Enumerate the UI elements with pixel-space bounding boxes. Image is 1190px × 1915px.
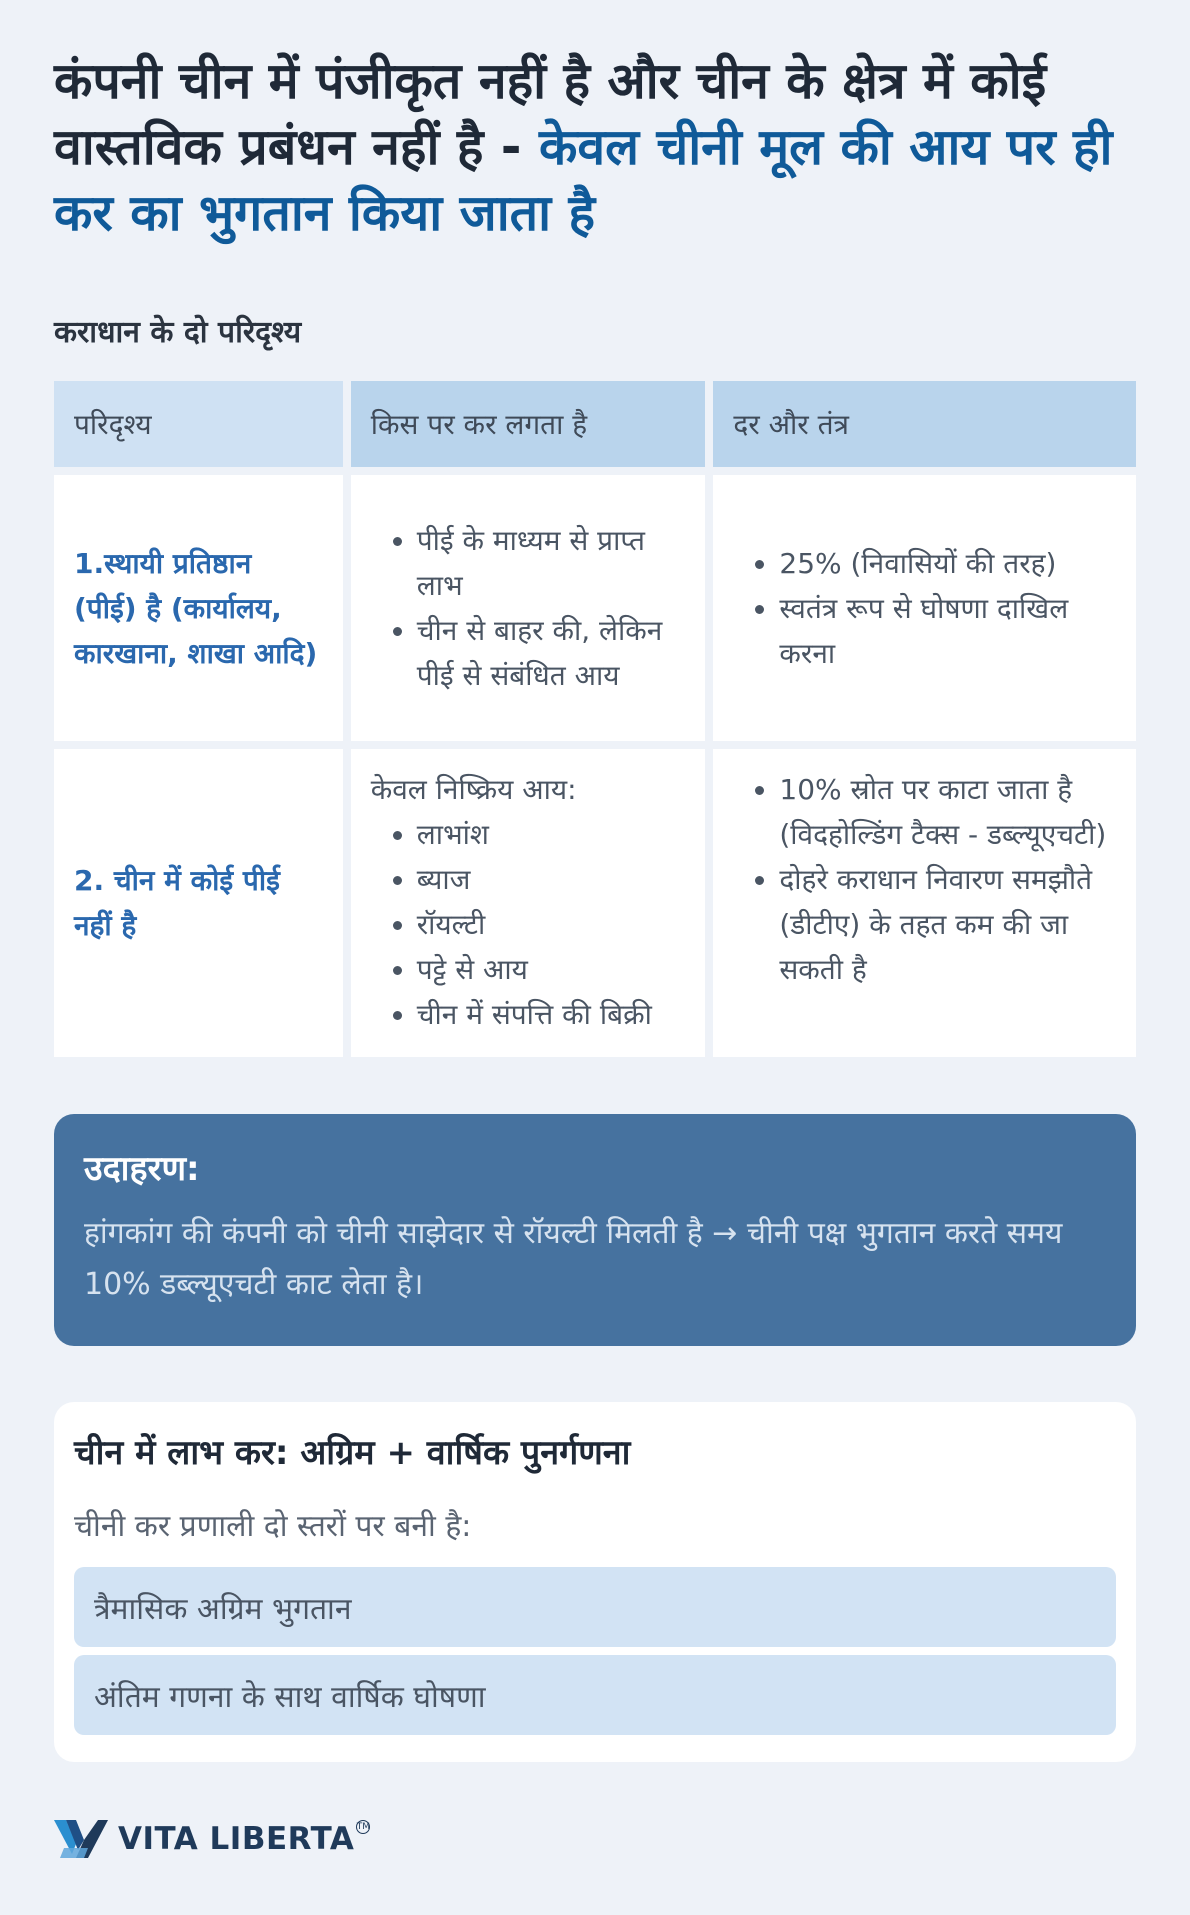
- list-item: • पीई के माध्यम से प्राप्त लाभ: [417, 518, 686, 608]
- profit-tax-title: चीन में लाभ कर: अग्रिम + वार्षिक पुनर्गणना: [74, 1433, 631, 1473]
- list-item: • 10% स्रोत पर काटा जाता है (विदहोल्डिंग टैक्स - डब्ल्यूएचटी): [779, 767, 1116, 857]
- taxed-on-intro: केवल निष्क्रिय आय:: [370, 773, 577, 806]
- taxed-on-list: [371, 518, 686, 698]
- list-item: • लाभांश: [417, 812, 686, 857]
- table-row: [54, 475, 1136, 741]
- list-item: • ब्याज: [417, 857, 686, 902]
- step-annual-declaration: अंतिम गणना के साथ वार्षिक घोषणा: [74, 1655, 1116, 1735]
- taxation-table: [46, 373, 1144, 1065]
- scenario-cell: 1.स्थायी प्रतिष्ठान (पीई) है (कार्यालय, कारखाना, शाखा आदि): [54, 475, 343, 741]
- list-item: • 25% (निवासियों की तरह): [779, 541, 1116, 586]
- column-header-rate: दर और तंत्र: [713, 381, 1136, 467]
- example-box: [54, 1114, 1136, 1346]
- title-main: कंपनी चीन में पंजीकृत नहीं है और चीन के क्षेत्र में कोई वास्तविक प्रबंधन नहीं है -: [54, 52, 1047, 176]
- list-item: • चीन में संपत्ति की बिक्री: [417, 992, 686, 1037]
- table-header-row: [54, 381, 1136, 467]
- step-quarterly-advance: त्रैमासिक अग्रिम भुगतान: [74, 1567, 1116, 1647]
- taxed-on-cell: [351, 749, 706, 1057]
- table-row: [54, 749, 1136, 1057]
- taxed-on-cell: [351, 475, 706, 741]
- rate-list: [733, 541, 1116, 676]
- brand-name: VITA LIBERTA: [118, 1821, 355, 1857]
- taxed-on-list: [371, 812, 686, 1037]
- profit-tax-card: [54, 1402, 1136, 1762]
- brand-logo: [54, 1818, 370, 1860]
- column-header-scenario: परिदृश्य: [54, 381, 343, 467]
- rate-cell: [713, 749, 1136, 1057]
- profit-tax-subtitle: चीनी कर प्रणाली दो स्तरों पर बनी है:: [74, 1509, 472, 1544]
- list-item: • रॉयल्टी: [417, 902, 686, 947]
- page-title: [54, 48, 1136, 246]
- title-accent: केवल चीनी मूल की आय पर ही कर का भुगतान किया जाता है: [54, 118, 1113, 242]
- list-item: • स्वतंत्र रूप से घोषणा दाखिल करना: [779, 586, 1116, 676]
- list-item: • दोहरे कराधान निवारण समझौते (डीटीए) के तहत कम की जा सकती है: [779, 857, 1116, 992]
- example-title: उदाहरण:: [84, 1149, 200, 1189]
- trademark-badge: TM: [356, 1822, 370, 1832]
- section-title: कराधान के दो परिदृश्य: [54, 315, 302, 350]
- rate-cell: [713, 475, 1136, 741]
- example-text: हांगकांग की कंपनी को चीनी साझेदार से रॉयल्टी मिलती है → चीनी पक्ष भुगतान करते समय 10% डब्ल्यूएचटी काट लेता है।: [84, 1216, 1063, 1302]
- list-item: • पट्टे से आय: [417, 947, 686, 992]
- column-header-taxed-on: किस पर कर लगता है: [351, 381, 706, 467]
- vita-liberta-logo-icon: [54, 1818, 108, 1860]
- list-item: • चीन से बाहर की, लेकिन पीई से संबंधित आय: [417, 608, 686, 698]
- rate-list: [733, 767, 1116, 992]
- scenario-cell: 2. चीन में कोई पीई नहीं है: [54, 749, 343, 1057]
